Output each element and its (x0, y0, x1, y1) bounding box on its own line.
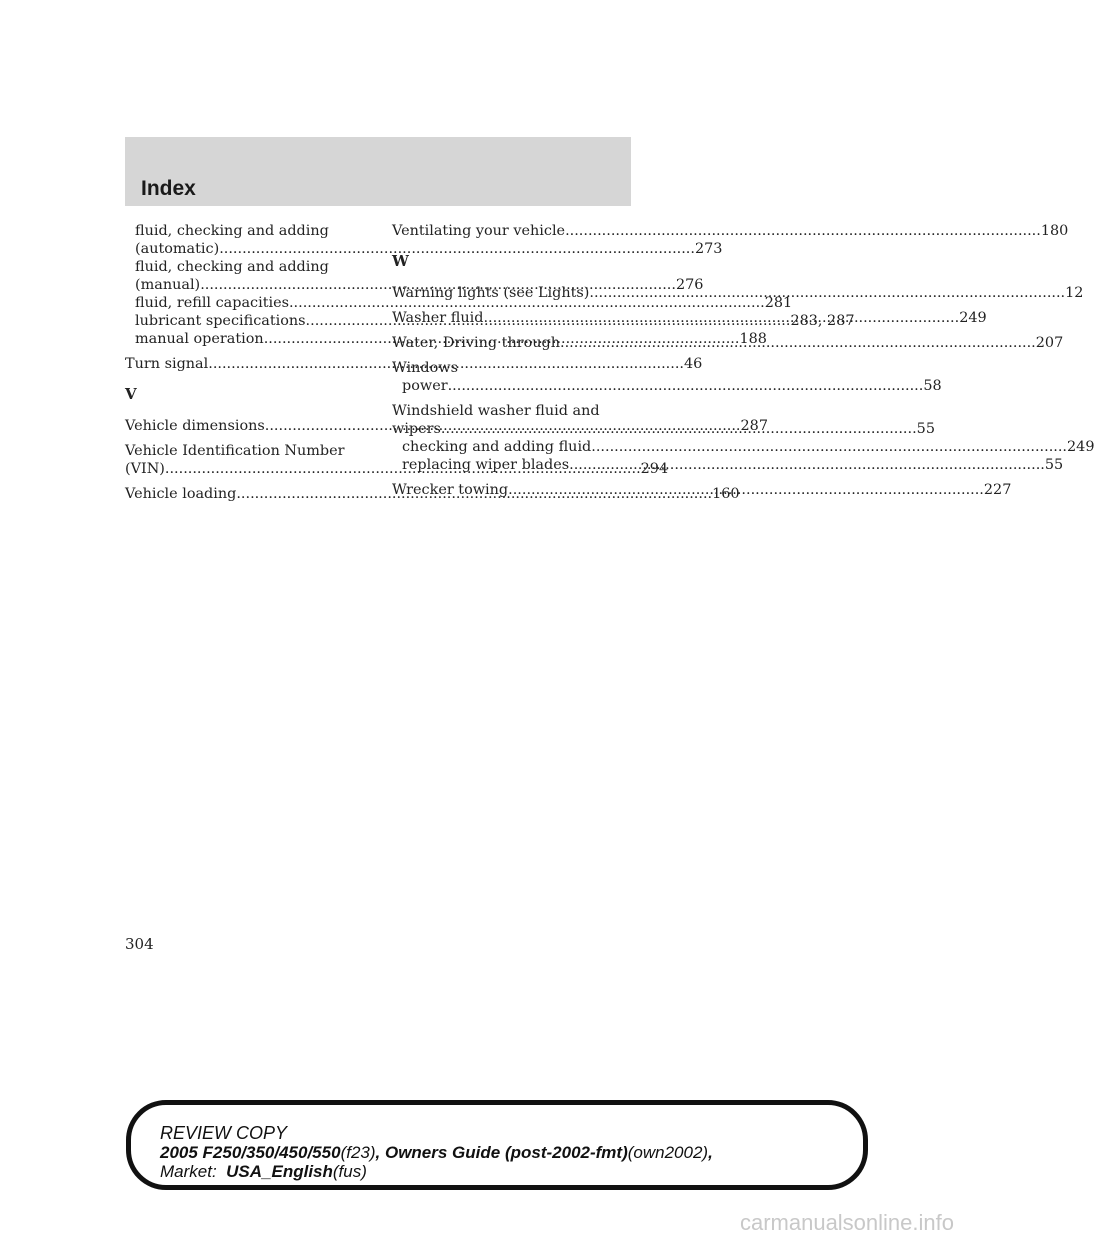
index-entry: Windows (392, 360, 458, 376)
index-entry: Windshield washer fluid and (392, 403, 600, 419)
index-entry: (automatic) ..... 273 (125, 240, 363, 258)
index-entry: Warning lights (see Lights) ..... 12 (392, 284, 631, 302)
index-entry: manual operation ..... 188 (125, 330, 363, 348)
watermark: carmanualsonline.info (739, 1210, 954, 1235)
index-entry: (manual) ..... 276 (125, 276, 363, 294)
index-entry: Ventilating your vehicle ..... 180 (392, 222, 631, 240)
index-entry: power ..... 58 (392, 377, 631, 395)
review-copy-footer (160, 1124, 713, 1181)
index-entry: Vehicle loading ..... 160 (125, 485, 363, 503)
page-ref: 227 (983, 482, 1012, 498)
index-entry: Wrecker towing ..... 227 (392, 481, 631, 499)
index-entry: Washer fluid ..... 249 (392, 309, 631, 327)
page-ref: 281 (764, 295, 793, 311)
index-entry: lubricant specifications ..... ..283, 287 (125, 312, 363, 330)
index-entry: checking and adding fluid ..... 249 (392, 438, 631, 456)
page-number: 304 (125, 935, 154, 953)
index-entry: fluid, checking and adding (135, 259, 329, 275)
index-entry: fluid, refill capacities ..... 281 (125, 294, 363, 312)
page-ref: 12 (1065, 285, 1084, 301)
review-copy-label: REVIEW COPY (160, 1123, 288, 1143)
section-letter-v: V (125, 385, 137, 403)
index-entry: fluid, checking and adding (135, 223, 329, 239)
page-ref: 287 (740, 418, 768, 434)
index-entry: (VIN) ..... 294 (125, 460, 363, 478)
page-title: Index (141, 177, 196, 200)
section-letter-w: W (392, 252, 409, 270)
index-entry: Vehicle Identification Number (125, 443, 345, 459)
index-entry: wipers ..... 55 (392, 420, 631, 438)
footer-market-line: Market: USA_English(fus) (160, 1162, 367, 1181)
index-entry: Vehicle dimensions ..... 287 (125, 417, 363, 435)
page-ref: 249 (1067, 439, 1094, 455)
page-ref: 46 (684, 356, 703, 372)
page-ref: 276 (675, 277, 704, 293)
page-ref: 55 (916, 421, 935, 437)
page-ref: 273 (694, 241, 723, 257)
page-ref: 249 (959, 310, 987, 326)
page-ref: 207 (1035, 335, 1064, 351)
page-ref: 58 (923, 378, 942, 394)
page-ref: 160 (712, 486, 740, 502)
page-ref: 180 (1040, 223, 1069, 239)
page-ref: 188 (739, 331, 767, 347)
footer-model-line: 2005 F250/350/450/550(f23), Owners Guide (post-2002-fmt)(own2002), (160, 1143, 713, 1162)
page-ref: 294 (640, 461, 669, 477)
index-entry: Water, Driving through ..... 207 (392, 334, 631, 352)
index-entry: replacing wiper blades ..... 55 (392, 456, 631, 474)
page-ref: ..283, 287 (781, 313, 855, 329)
page-ref: 55 (1044, 457, 1064, 473)
index-header-bar (125, 137, 631, 206)
index-entry: Turn signal ..... 46 (125, 355, 363, 373)
